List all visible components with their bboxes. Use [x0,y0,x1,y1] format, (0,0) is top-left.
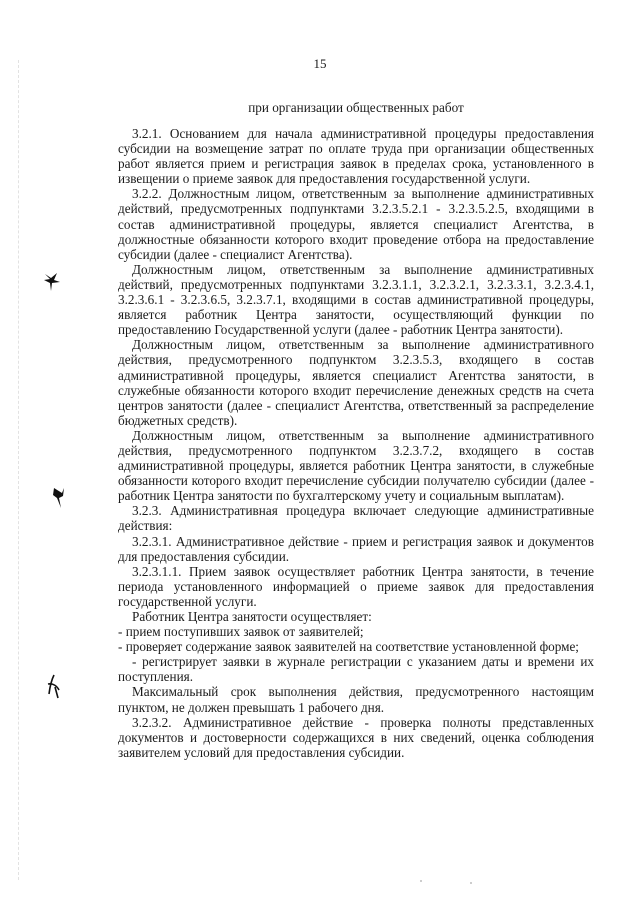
paragraph-responsible-agency-budget: Должностным лицом, ответственным за выполнение административного действия, предусмотренного подпунктом 3.2.3.5.3, входящего в состав административной процедуры, является специалист Агентства занятости, в служебные обязанности которого входит перечисление денежных средств на счета центров занятости (далее - специалист Агентства, ответственный за распределение бюджетных средств). [118,337,594,428]
paragraph-responsible-accounting: Должностным лицом, ответственным за выполнение административного действия, предусмотренного подпунктом 3.2.3.7.2, входящего в состав административной процедуры, является работник Центра занятости, в служебные обязанности которого входит перечисление субсидии получателю субсидии (далее - работник Центра занятости по бухгалтерскому учету и социальным выплатам). [118,427,594,504]
paragraph-max-duration: Максимальный срок выполнения действия, предусмотренного настоящим пунктом, не должен превышать 1 рабочего дня. [118,684,594,715]
margin-pen-mark [42,268,64,294]
margin-pen-mark [44,672,64,700]
scan-speck [470,882,472,884]
paragraph-3-2-3-1: 3.2.3.1. Административное действие - прием и регистрация заявок и документов для предоставления субсидии. [118,533,594,564]
scan-margin-line [18,60,19,880]
paragraph-3-2-3-1-1: 3.2.3.1.1. Прием заявок осуществляет работник Центра занятости, в течение периода установленного информацией о приеме заявок для предоставления государственной услуги. [118,563,594,609]
section-title: при организации общественных работ [248,100,464,115]
list-item-duty: - прием поступивших заявок от заявителей; [118,624,364,640]
scan-speck [420,880,422,882]
margin-pen-mark [50,484,68,512]
list-item-duty: - регистрирует заявки в журнале регистрации с указанием даты и времени их поступления. [118,654,594,685]
paragraph-responsible-center-worker: Должностным лицом, ответственным за выполнение административных действий, предусмотренных подпунктами 3.2.3.1.1, 3.2.3.2.1, 3.2.3.3.1, 3.2.3.4.1, 3.2.3.6.1 - 3.2.3.6.5, 3.2.3.7.1, входящими в состав административной процедуры, является работник Центра занятости, осуществляющий функции по предоставлению Государственной услуги (далее - работник Центра занятости). [118,261,594,338]
paragraph-3-2-3-2: 3.2.3.2. Административное действие - проверка полноты представленных документов и достоверности содержащихся в них сведений, оценка соблюдения заявителем условий для предоставления субсидии. [118,714,594,760]
paragraph-3-2-2: 3.2.2. Должностным лицом, ответственным за выполнение административных действий, предусмотренных подпунктами 3.2.3.5.2.1 - 3.2.3.5.2.5, входящими в состав административной процедуры, является специалист Агентства, в должностные обязанности которого входит проведение отбора на предоставление субсидии (далее - специалист Агентства). [118,186,594,262]
paragraph-worker-duties-intro: Работник Центра занятости осуществляет: [132,609,372,624]
list-item-duty: - проверяет содержание заявок заявителей на соответствие установленной форме; [118,639,579,655]
paragraph-3-2-1: 3.2.1. Основанием для начала административной процедуры предоставления субсидии на возмещение затрат по оплате труда при организации общественных работ является прием и регистрация заявок в пределах срока, установленного в извещении о приеме заявок для предоставления государственной услуги. [118,126,594,187]
paragraph-3-2-3: 3.2.3. Административная процедура включает следующие административные действия: [118,503,594,534]
page-number: 15 [313,56,327,71]
document-body [118,126,594,760]
